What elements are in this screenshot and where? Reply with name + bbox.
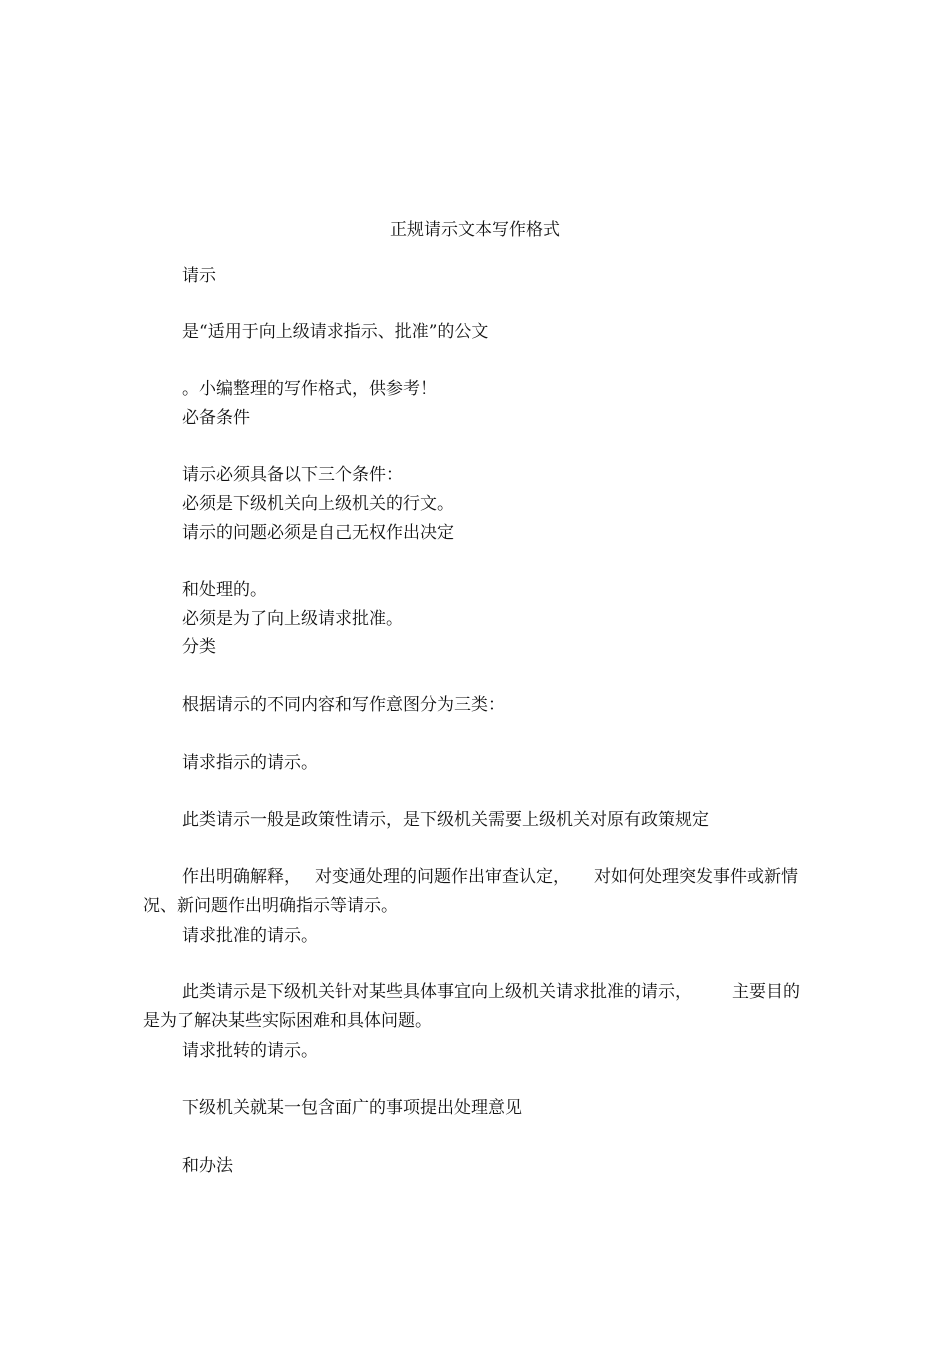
text-line: 下级机关就某一包含面广的事项提出处理意见 [182, 1098, 522, 1118]
text-line: 请示必须具备以下三个条件： [182, 465, 403, 485]
paragraph-part: 对如何处理突发事件或新情况、新问题作出明确指示等请示。 [143, 867, 798, 916]
text-line: 。小编整理的写作格式，供参考！ [182, 379, 437, 399]
text-line: 必须是为了向上级请求批准。 [182, 609, 403, 629]
text-line: 和处理的。 [182, 580, 267, 600]
text-line: 必须是下级机关向上级机关的行文。 [182, 494, 454, 514]
text-line: 是“适用于向上级请求指示、批准”的公文 [182, 322, 489, 342]
text-line: 请示 [182, 266, 216, 286]
paragraph-part: 主要目的是为了解决某些实际困难和具体问题。 [143, 982, 800, 1031]
text-line: 根据请示的不同内容和写作意图分为三类： [182, 695, 505, 715]
section-heading: 必备条件 [182, 408, 250, 428]
paragraph-part: 对变通处理的问题作出审查认定， [315, 867, 570, 887]
text-line: 请求指示的请示。 [182, 753, 318, 773]
document-title: 正规请示文本写作格式 [390, 220, 560, 240]
text-line: 请示的问题必须是自己无权作出决定 [182, 523, 454, 543]
paragraph-approval [143, 978, 803, 1036]
text-line: 请求批转的请示。 [182, 1041, 318, 1061]
text-line: 此类请示一般是政策性请示，是下级机关需要上级机关对原有政策规定 [182, 810, 709, 830]
paragraph-explanation [143, 863, 803, 921]
paragraph-part: 作出明确解释， [182, 867, 301, 887]
text-line: 请求批准的请示。 [182, 926, 318, 946]
text-line: 和办法 [182, 1156, 233, 1176]
section-heading: 分类 [182, 637, 216, 657]
paragraph-part: 此类请示是下级机关针对某些具体事宜向上级机关请求批准的请示， [182, 982, 692, 1002]
